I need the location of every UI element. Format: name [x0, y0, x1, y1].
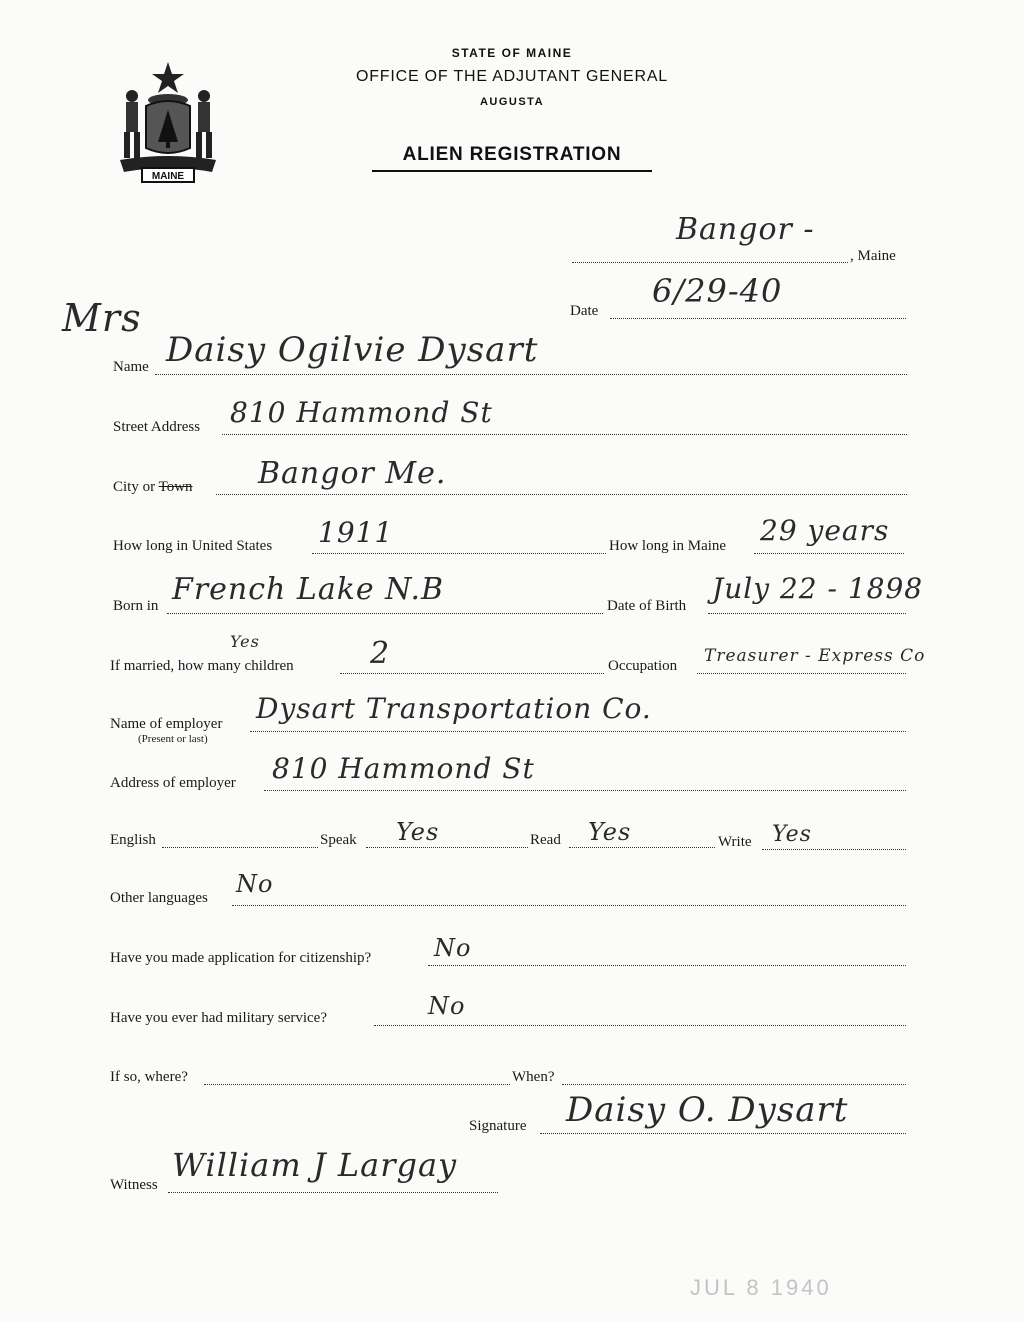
when-label: When? — [512, 1069, 555, 1085]
how-long-me-label: How long in Maine — [609, 538, 727, 554]
citizenship-line — [428, 965, 906, 966]
english-label: English — [110, 832, 156, 848]
date-line — [610, 318, 906, 319]
when-line — [562, 1084, 906, 1085]
employer-entry: Dysart Transportation Co. — [256, 692, 652, 725]
write-line — [762, 849, 906, 850]
dob-label: Date of Birth — [607, 598, 687, 614]
years-maine-entry: 29 years — [760, 514, 890, 547]
where-label: If so, where? — [110, 1069, 188, 1085]
english-line — [162, 847, 318, 848]
speak-entry: Yes — [396, 818, 440, 846]
write-label: Write — [718, 834, 752, 850]
children-line — [340, 673, 604, 674]
married-entry: Yes — [230, 632, 260, 651]
other-languages-entry: No — [236, 870, 274, 898]
born-line — [167, 613, 603, 614]
name-entry: Daisy Ogilvie Dysart — [166, 330, 539, 370]
employer-sublabel: (Present or last) — [138, 733, 208, 745]
signature-label: Signature — [469, 1118, 527, 1134]
place-line — [572, 262, 848, 263]
read-label: Read — [530, 832, 561, 848]
other-languages-line — [232, 905, 906, 906]
dob-line — [708, 613, 906, 614]
employer-address-label: Address of employer — [110, 775, 236, 791]
city-label-b: Town — [158, 479, 193, 495]
received-stamp: JUL 8 1940 — [690, 1275, 832, 1300]
military-label: Have you ever had military service? — [110, 1010, 327, 1026]
header-city: AUGUSTA — [479, 96, 545, 108]
city-line — [216, 494, 907, 495]
read-entry: Yes — [588, 818, 632, 846]
occupation-line — [697, 673, 906, 674]
children-entry: 2 — [370, 636, 391, 671]
born-entry: French Lake N.B — [172, 572, 445, 607]
occupation-label: Occupation — [608, 658, 678, 674]
write-entry: Yes — [772, 822, 812, 847]
form-title: ALIEN REGISTRATION — [372, 144, 652, 172]
date-label: Date — [570, 303, 599, 319]
how-long-us-label: How long in United States — [113, 538, 273, 554]
years-us-entry: 1911 — [318, 516, 394, 549]
how-long-us-line — [312, 553, 606, 554]
military-line — [374, 1025, 906, 1026]
signature-line — [540, 1133, 906, 1134]
street-entry: 810 Hammond St — [230, 396, 493, 429]
employer-address-entry: 810 Hammond St — [272, 752, 535, 785]
other-languages-label: Other languages — [110, 890, 208, 906]
speak-label: Speak — [320, 832, 357, 848]
maine-suffix: , Maine — [850, 248, 896, 264]
signature-entry: Daisy O. Dysart — [566, 1090, 849, 1130]
how-long-me-line — [754, 553, 904, 554]
place-entry: Bangor - — [676, 212, 815, 247]
where-line — [204, 1084, 510, 1085]
citizenship-entry: No — [434, 934, 472, 962]
military-entry: No — [428, 992, 466, 1020]
header-office: OFFICE OF THE ADJUTANT GENERAL — [355, 68, 669, 85]
title-entry: Mrs — [62, 296, 142, 340]
children-label: If married, how many children — [110, 658, 294, 674]
speak-line — [366, 847, 528, 848]
name-label: Name — [113, 359, 149, 375]
date-entry: 6/29-40 — [652, 272, 783, 310]
city-label-a: City or — [113, 479, 156, 495]
street-label: Street Address — [113, 419, 201, 435]
occupation-entry: Treasurer - Express Co — [704, 646, 926, 666]
born-label: Born in — [113, 598, 159, 614]
svg-text:MAINE: MAINE — [151, 171, 185, 182]
name-line — [155, 374, 907, 375]
read-line — [569, 847, 715, 848]
street-line — [222, 434, 907, 435]
dob-entry: July 22 - 1898 — [712, 572, 924, 605]
employer-label: Name of employer — [110, 716, 223, 732]
employer-line — [250, 731, 906, 732]
citizenship-label: Have you made application for citizenship? — [110, 950, 372, 966]
witness-entry: William J Largay — [172, 1146, 458, 1184]
employer-address-line — [264, 790, 906, 791]
witness-line — [168, 1192, 498, 1193]
witness-label: Witness — [110, 1177, 158, 1193]
header-state: STATE OF MAINE — [451, 46, 573, 60]
city-label — [113, 479, 193, 496]
city-entry: Bangor Me. — [258, 456, 447, 491]
